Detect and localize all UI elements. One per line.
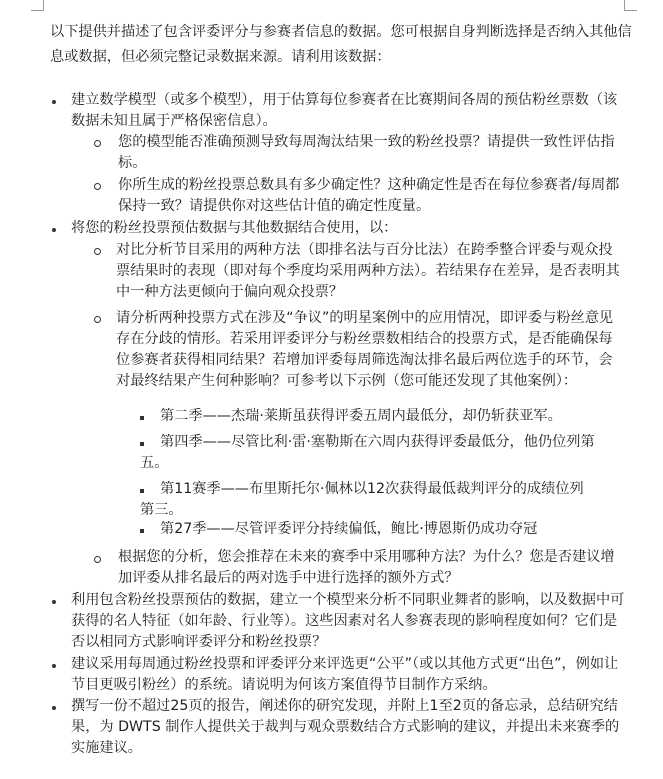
bullet-circle-icon <box>94 183 101 190</box>
bullet-circle-icon <box>94 248 101 255</box>
list-item: 将您的粉丝投票预估数据与其他数据结合使用，以： <box>71 220 398 236</box>
list-item: 您的模型能否准确预测导致每周淘汰结果一致的粉丝投票？请提供一致性评估指标。 <box>118 134 615 171</box>
bullet-circle-icon <box>94 556 101 563</box>
list-item: 第二季——杰瑞·莱斯虽获得评委五周内最低分，却仍斩获亚军。 <box>160 408 562 424</box>
list-item: 对比分析节目采用的两种方法（即排名法与百分比法）在跨季整合评委与观众投票结果时的表现（即对每个季度均采用两种方法）。若结果存在差异，是否表明其中一种方法更倾向于偏向观众投票？ <box>116 242 620 300</box>
list-item: 建议采用每周通过粉丝投票和评委评分来评选更“公平”（或以其他方式更“出色”，例如让节目更吸引粉丝）的系统。请说明为何该方案值得节目制作方采纳。 <box>71 656 619 693</box>
list-item: 第11赛季——布里斯托尔·佩林以12次获得最低裁判评分的成绩位列第三。 <box>140 481 584 518</box>
list-item: 第27季——尽管评委评分持续偏低，鲍比·博恩斯仍成功夺冠 <box>160 521 538 537</box>
list-item: 建立数学模型（或多个模型），用于估算每位参赛者在比赛期间各周的预估粉丝票数（该数据未知且属于严格保密信息）。 <box>71 92 618 129</box>
page-corner-mark-left <box>31 0 44 11</box>
bullet-square-icon <box>140 529 144 533</box>
list-item: 撰写一份不超过25页的报告，阐述你的研究发现，并附上1至2页的备忘录，总结研究结果，为 DWTS 制作人提供关于裁判与观众票数结合方式影响的建议，并提出未来赛季的实施建议。 <box>71 698 620 756</box>
bullet-icon <box>52 706 56 710</box>
bullet-icon <box>52 664 56 668</box>
list-item: 你所生成的粉丝投票总数具有多少确定性？这种确定性是否在每位参赛者/每周都保持一致？请提供你对这些估计值的确定性度量。 <box>118 177 620 214</box>
page-corner-mark-right <box>624 0 637 11</box>
bullet-icon <box>52 100 56 104</box>
bullet-circle-icon <box>94 140 101 147</box>
bullet-circle-icon <box>94 316 101 323</box>
list-item: 第四季——尽管比利·雷·塞勒斯在六周内获得评委最低分，他仍位列第五。 <box>140 434 595 471</box>
list-item: 根据您的分析，您会推荐在未来的赛季中采用哪种方法？为什么？您是否建议增加评委从排名最后的两对选手中进行选择的额外方式？ <box>118 549 615 586</box>
intro-paragraph: 以下提供并描述了包含评委评分与参赛者信息的数据。您可根据自身判断选择是否纳入其他信息或数据，但必须完整记录数据来源。请利用该数据： <box>50 24 632 65</box>
list-item: 请分析两种投票方式在涉及“争议”的明星案例中的应用情况，即评委与粉丝意见存在分歧的情形。若采用评委评分与粉丝票数相结合的投票方式，是否能确保每位参赛者获得相同结果？若增加评委每周筛选淘汰排名最后两位选手的环节，会对最终结果产生何种影响？可参考以下示例（您可能还发现了其他案例）： <box>116 310 614 389</box>
bullet-square-icon <box>140 416 144 420</box>
bullet-icon <box>52 228 56 232</box>
bullet-icon <box>52 600 56 604</box>
list-item: 利用包含粉丝投票预估的数据，建立一个模型来分析不同职业舞者的影响，以及数据中可获得的名人特征（如年龄、行业等）。这些因素对名人参赛表现的影响程度如何？它们是否以相同方式影响评委评分和粉丝投票？ <box>71 592 625 650</box>
